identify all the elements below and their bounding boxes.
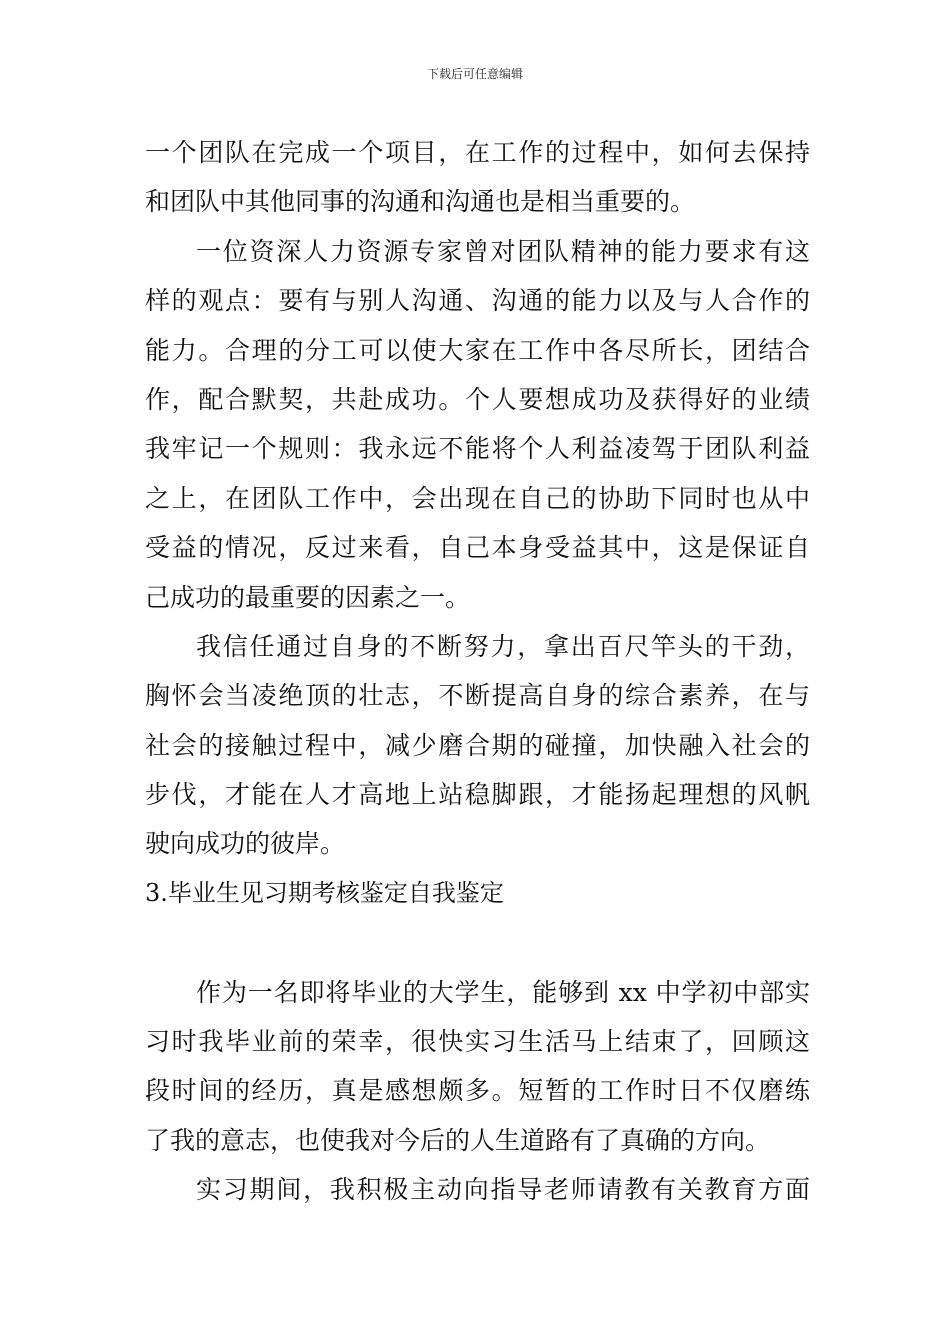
text-line: 胸怀会当凌绝顶的壮志，不断提高自身的综合素养，在与	[145, 681, 810, 711]
text-line: 驶向成功的彼岸。	[145, 829, 346, 859]
paragraph	[145, 622, 810, 869]
text-line: 实习期间，我积极主动向指导老师请教有关教育方面	[196, 1175, 810, 1205]
text-line: 了我的意志，也使我对今后的人生道路有了真确的方向。	[145, 1125, 771, 1155]
text-line: 和团队中其他同事的沟通和沟通也是相当重要的。	[145, 187, 696, 217]
text-line: 习时我毕业前的荣幸，很快实习生活马上结束了，回顾这	[145, 1027, 810, 1057]
text-line: 一个团队在完成一个项目，在工作的过程中，如何去保持	[145, 138, 810, 167]
text-line: 之上，在团队工作中，会出现在自己的协助下同时也从中	[145, 483, 810, 513]
text-line: 作，配合默契，共赴成功。个人要想成功及获得好的业绩	[145, 384, 810, 414]
text-line: 能力。合理的分工可以使大家在工作中各尽所长，团结合	[145, 335, 810, 365]
paragraph	[145, 128, 810, 227]
text-line: 段时间的经历，真是感想颇多。短暂的工作时日不仅磨练	[145, 1076, 810, 1106]
text-line: 步伐，才能在人才高地上站稳脚跟，才能扬起理想的风帆	[145, 780, 810, 810]
text-line: 社会的接触过程中，减少磨合期的碰撞，加快融入社会的	[145, 730, 810, 760]
text-line: 作为一名即将毕业的大学生，能够到 xx 中学初中部实	[196, 977, 810, 1007]
text-line: 我信任通过自身的不断努力，拿出百尺竿头的干劲，	[196, 631, 810, 661]
paragraph	[145, 968, 810, 1166]
text-line: 一位资深人力资源专家曾对团队精神的能力要求有这	[196, 236, 810, 266]
text-line: 样的观点：要有与别人沟通、沟通的能力以及与人合作的	[145, 286, 810, 316]
text-line: 受益的情况，反过来看，自己本身受益其中，这是保证自	[145, 533, 810, 563]
blank-line	[145, 918, 810, 967]
text-line: 我牢记一个规则：我永远不能将个人利益凌驾于团队利益	[145, 434, 810, 464]
paragraph	[145, 227, 810, 622]
text-line: 己成功的最重要的因素之一。	[145, 582, 471, 612]
paragraph	[145, 1165, 810, 1214]
document-body	[145, 128, 810, 1215]
page-header: 下载后可任意编辑	[426, 67, 523, 81]
section-heading: 3.毕业生见习期考核鉴定自我鉴定	[145, 878, 504, 907]
